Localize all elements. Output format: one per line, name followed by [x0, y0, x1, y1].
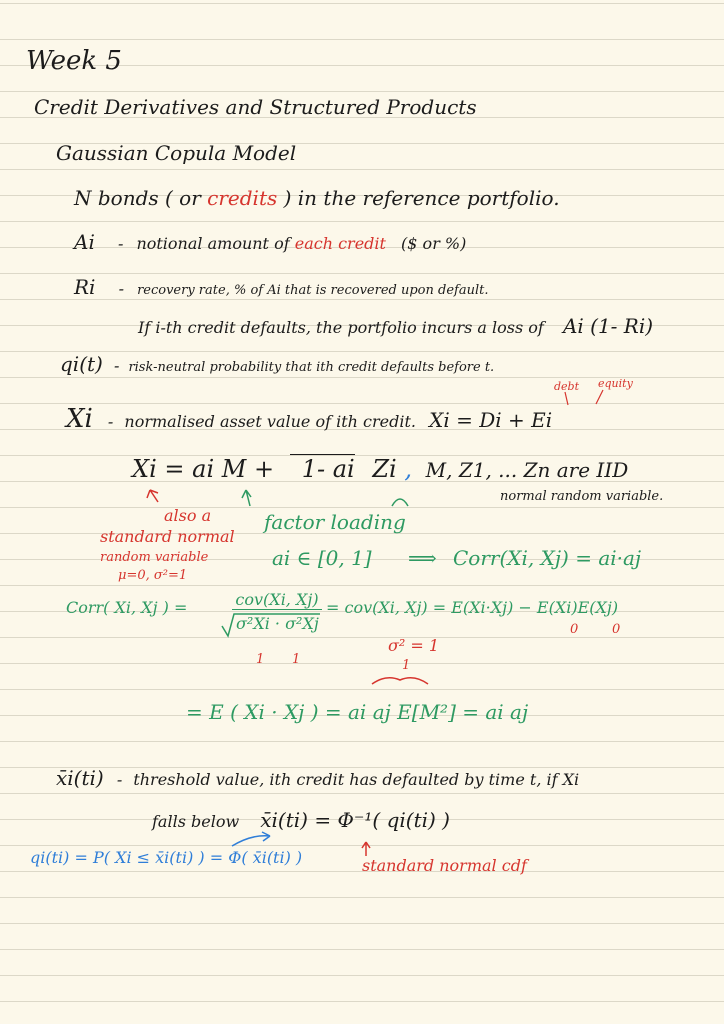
ri-symbol: Ri — [74, 275, 96, 299]
one-mark: 1 — [402, 658, 411, 673]
debt-annotation: debt — [554, 380, 580, 393]
eq-lhs: Xi = — [132, 455, 193, 483]
eq-tail-line2: normal random variable. — [500, 489, 664, 504]
also-a-note: also a — [164, 506, 212, 525]
cdf-arrow — [362, 842, 370, 856]
zero-mark-2: 0 — [612, 622, 621, 637]
section-heading: Credit Derivatives and Structured Products — [34, 95, 477, 119]
equity-annotation: equity — [598, 377, 633, 390]
falls-below-text: falls below — [152, 812, 240, 831]
xi-dash: - — [107, 412, 114, 431]
qi-definition — [60, 352, 494, 376]
xi-text: normalised asset value of ith credit. — [124, 412, 416, 431]
ri-text: recovery rate, % of Ai that is recovered upon default. — [137, 283, 489, 298]
loss-line — [138, 314, 653, 338]
loss-text: If i-th credit defaults, the portfolio incurs a loss of — [138, 318, 544, 337]
xi-definition — [66, 404, 552, 435]
also-arrow — [147, 490, 158, 502]
qi-symbol: qi(t) — [60, 352, 103, 376]
xi-formula: Xi = Di + Ei — [429, 408, 553, 432]
each-credit-text: each credit — [294, 234, 386, 253]
ai-range — [272, 546, 641, 570]
eq-ai: ai — [192, 455, 215, 483]
mu-sigma-note: μ=0, σ²=1 — [118, 568, 188, 583]
eq-sqrt: 1- ai — [290, 454, 355, 484]
probability-formula: qi(ti) = P( Xi ≤ x̄i(ti) ) = Φ( x̄i(ti) ) — [30, 848, 303, 867]
corr-middle: = cov(Xi, Xj) = E(Xi·Xj) − E(Xi)E(Xj) — [326, 598, 619, 617]
zero-mark-1: 0 — [570, 622, 579, 637]
eq-m: M + — [221, 455, 282, 483]
sqrt-arrow — [392, 499, 408, 506]
ai-symbol: Ai — [74, 230, 95, 254]
threshold-line-2 — [152, 808, 450, 832]
implies-arrow: ⟹ — [407, 546, 437, 570]
eq-comma: , — [404, 455, 412, 483]
unit-mark-1: 1 — [256, 652, 265, 667]
factor-loading-note: factor loading — [264, 510, 406, 534]
corr-numerator: cov(Xi, Xj) — [232, 590, 322, 610]
threshold-symbol: x̄i(ti) — [56, 766, 104, 790]
ai-dash: - — [117, 234, 124, 253]
ai-definition — [74, 230, 466, 254]
corr-lhs: Corr( Xi, Xj ) = — [66, 598, 188, 617]
corr-result: Corr(Xi, Xj) = ai·aj — [453, 546, 642, 570]
subsection-heading: Gaussian Copula Model — [56, 141, 297, 165]
random-variable-note: random variable — [100, 550, 209, 565]
threshold-formula: x̄i(ti) = Φ⁻¹( qi(ti) ) — [260, 808, 450, 832]
threshold-text: threshold value, ith credit has defaulted by time t, if Xi — [133, 770, 580, 789]
ai-range-text: ai ∈ [0, 1] — [272, 546, 372, 570]
qi-text: risk-neutral probability that ith credit defaults before t. — [128, 360, 495, 375]
credits-word: credits — [207, 186, 278, 210]
n-bonds-text-c: ) in the reference portfolio. — [283, 186, 560, 210]
xi-symbol: Xi — [66, 404, 93, 434]
factor-arrow — [242, 490, 251, 506]
corr-line-2: = E ( Xi · Xj ) = ai aj E[M²] = ai aj — [186, 700, 529, 724]
n-bonds-line — [74, 186, 560, 210]
ai-text-a: notional amount of — [136, 234, 290, 253]
corr-derivation — [66, 598, 187, 617]
sigma-brace — [372, 678, 428, 684]
threshold-definition — [56, 766, 579, 790]
eq-tail: M, Z1, ... Zn are IID — [425, 458, 629, 482]
cdf-note: standard normal cdf — [362, 856, 527, 875]
main-equation — [132, 454, 628, 484]
eq-zi: Zi — [372, 455, 397, 483]
blue-arrow — [232, 832, 270, 846]
standard-normal-note: standard normal — [100, 527, 235, 546]
threshold-dash: - — [116, 770, 123, 789]
ai-text-c: ($ or %) — [401, 234, 467, 253]
corr-denominator: σ²Xi · σ²Xj — [236, 614, 319, 633]
ri-definition — [74, 275, 488, 299]
n-bonds-text-a: N bonds ( or — [74, 186, 201, 210]
loss-formula: Ai (1- Ri) — [562, 314, 654, 338]
page-title: Week 5 — [26, 46, 122, 76]
ri-dash: - — [118, 279, 124, 298]
sigma-note: σ² = 1 — [388, 636, 440, 655]
qi-dash: - — [113, 356, 120, 375]
unit-mark-2: 1 — [292, 652, 301, 667]
